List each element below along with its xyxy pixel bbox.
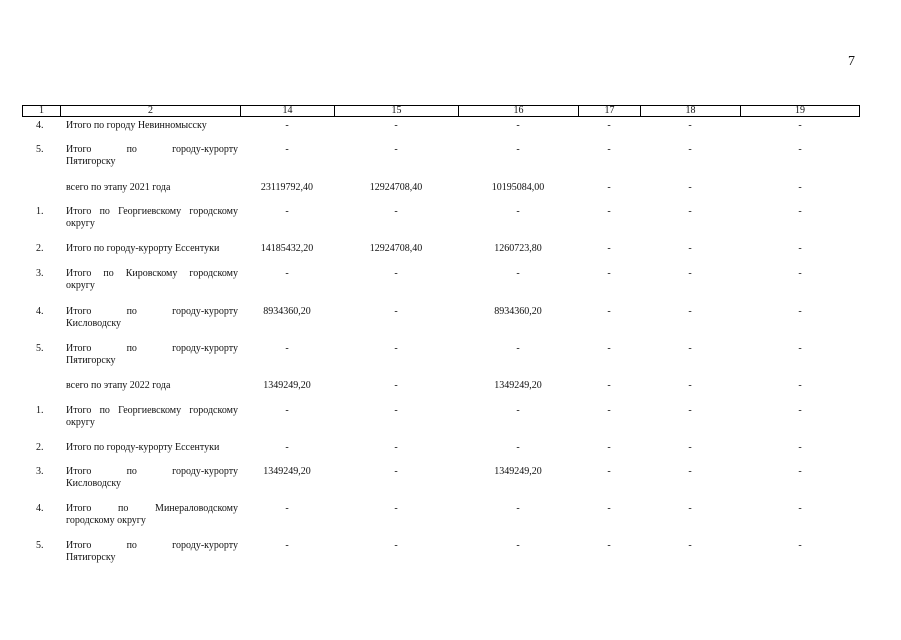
cell-c18: -: [688, 144, 692, 155]
cell-c18: -: [688, 343, 692, 354]
row-name-line: Итого по городу-курорту: [66, 343, 238, 354]
cell-c17: -: [607, 144, 611, 155]
row-name-line: Пятигорску: [66, 552, 116, 563]
cell-c14: -: [285, 206, 289, 217]
cell-c19: -: [798, 343, 802, 354]
cell-c19: -: [798, 306, 802, 317]
cell-c17: -: [607, 343, 611, 354]
cell-c14: -: [285, 268, 289, 279]
cell-c19: -: [798, 120, 802, 131]
cell-c18: -: [688, 442, 692, 453]
cell-c17: -: [607, 268, 611, 279]
cell-c19: -: [798, 540, 802, 551]
row-number: 3.: [36, 268, 44, 279]
cell-c14: -: [285, 120, 289, 131]
row-name-line: Итого по городу-курорту: [66, 466, 238, 477]
cell-c14: 1349249,20: [263, 466, 311, 477]
cell-c15: -: [394, 268, 398, 279]
row-name-line: Итого по городу-курорту: [66, 540, 238, 551]
cell-c19: -: [798, 268, 802, 279]
cell-c19: -: [798, 466, 802, 477]
cell-c17: -: [607, 306, 611, 317]
cell-c16: -: [516, 540, 520, 551]
cell-c17: -: [607, 243, 611, 254]
row-name: [66, 466, 238, 490]
row-number: 5.: [36, 144, 44, 155]
cell-c19: -: [798, 442, 802, 453]
cell-c15: -: [394, 466, 398, 477]
row-name: [66, 343, 238, 367]
row-name-line: всего по этапу 2021 года: [66, 182, 171, 193]
cell-c14: -: [285, 405, 289, 416]
row-name: [66, 243, 238, 255]
row-number: 1.: [36, 405, 44, 416]
header-col-16: 16: [459, 106, 579, 116]
cell-c15: -: [394, 343, 398, 354]
row-name-line: городскому округу: [66, 515, 146, 526]
cell-c17: -: [607, 503, 611, 514]
cell-c14: -: [285, 503, 289, 514]
cell-c18: -: [688, 380, 692, 391]
row-name: [66, 268, 238, 292]
cell-c18: -: [688, 466, 692, 477]
cell-c16: 1260723,80: [494, 243, 542, 254]
row-name: [66, 442, 238, 454]
cell-c15: -: [394, 306, 398, 317]
row-name-line: Итого по городу-курорту Ессентуки: [66, 442, 220, 453]
row-name-line: Итого по Минераловодскому: [66, 503, 238, 514]
cell-c18: -: [688, 120, 692, 131]
row-number: 5.: [36, 343, 44, 354]
cell-c16: -: [516, 144, 520, 155]
cell-c18: -: [688, 243, 692, 254]
cell-c14: -: [285, 343, 289, 354]
cell-c19: -: [798, 380, 802, 391]
cell-c16: -: [516, 120, 520, 131]
cell-c15: 12924708,40: [369, 182, 423, 193]
cell-c17: -: [607, 442, 611, 453]
row-number: 2.: [36, 442, 44, 453]
row-name: [66, 503, 238, 527]
row-name-line: округу: [66, 218, 95, 229]
cell-c16: -: [516, 405, 520, 416]
cell-c16: 1349249,20: [494, 380, 542, 391]
cell-c15: -: [394, 442, 398, 453]
row-name-line: всего по этапу 2022 года: [66, 380, 171, 391]
cell-c19: -: [798, 182, 802, 193]
cell-c16: -: [516, 343, 520, 354]
cell-c16: -: [516, 503, 520, 514]
row-name-line: округу: [66, 417, 95, 428]
cell-c15: -: [394, 144, 398, 155]
row-name-line: Пятигорску: [66, 355, 116, 366]
row-number: 1.: [36, 206, 44, 217]
header-col-15: 15: [335, 106, 459, 116]
cell-c19: -: [798, 405, 802, 416]
cell-c18: -: [688, 503, 692, 514]
row-name-line: Пятигорску: [66, 156, 116, 167]
row-name-line: Кисловодску: [66, 478, 122, 489]
row-number: 2.: [36, 243, 44, 254]
cell-c15: -: [394, 206, 398, 217]
table-header: [22, 105, 860, 117]
cell-c17: -: [607, 120, 611, 131]
row-name-line: Кисловодску: [66, 318, 122, 329]
row-name: [66, 182, 238, 194]
cell-c18: -: [688, 540, 692, 551]
cell-c19: -: [798, 503, 802, 514]
cell-c16: -: [516, 268, 520, 279]
cell-c15: 12924708,40: [369, 243, 423, 254]
cell-c18: -: [688, 268, 692, 279]
cell-c15: -: [394, 503, 398, 514]
cell-c16: -: [516, 442, 520, 453]
cell-c16: -: [516, 206, 520, 217]
row-name-line: Итого по Георгиевскому городскому: [66, 405, 238, 416]
cell-c18: -: [688, 405, 692, 416]
row-name-line: округу: [66, 280, 95, 291]
cell-c17: -: [607, 540, 611, 551]
cell-c14: -: [285, 442, 289, 453]
header-col-1: 1: [23, 106, 61, 116]
row-name-line: Итого по городу-курорту: [66, 306, 238, 317]
cell-c14: 14185432,20: [260, 243, 314, 254]
cell-c19: -: [798, 206, 802, 217]
row-name-line: Итого по городу-курорту Ессентуки: [66, 243, 220, 254]
cell-c17: -: [607, 466, 611, 477]
row-name-line: Итого по Георгиевскому городскому: [66, 206, 238, 217]
cell-c16: 10195084,00: [491, 182, 545, 193]
page-number: 7: [848, 54, 855, 69]
cell-c17: -: [607, 405, 611, 416]
header-col-14: 14: [241, 106, 335, 116]
cell-c18: -: [688, 306, 692, 317]
row-name-line: Итого по Кировскому городскому: [66, 268, 238, 279]
cell-c14: -: [285, 144, 289, 155]
cell-c14: 1349249,20: [263, 380, 311, 391]
row-number: 4.: [36, 120, 44, 131]
header-col-18: 18: [641, 106, 741, 116]
cell-c15: -: [394, 380, 398, 391]
cell-c16: 1349249,20: [494, 466, 542, 477]
cell-c19: -: [798, 243, 802, 254]
cell-c15: -: [394, 405, 398, 416]
row-name: [66, 120, 238, 132]
cell-c17: -: [607, 380, 611, 391]
cell-c19: -: [798, 144, 802, 155]
row-name: [66, 405, 238, 429]
cell-c17: -: [607, 182, 611, 193]
cell-c17: -: [607, 206, 611, 217]
row-name: [66, 380, 238, 392]
cell-c14: -: [285, 540, 289, 551]
cell-c16: 8934360,20: [494, 306, 542, 317]
cell-c14: 8934360,20: [263, 306, 311, 317]
header-col-2: 2: [61, 106, 241, 116]
cell-c18: -: [688, 206, 692, 217]
row-name: [66, 206, 238, 230]
row-number: 4.: [36, 306, 44, 317]
cell-c15: -: [394, 540, 398, 551]
cell-c18: -: [688, 182, 692, 193]
row-name: [66, 306, 238, 330]
row-name: [66, 144, 238, 168]
cell-c14: 23119792,40: [260, 182, 314, 193]
header-col-19: 19: [795, 105, 805, 116]
cell-c15: -: [394, 120, 398, 131]
row-name: [66, 540, 238, 564]
row-number: 4.: [36, 503, 44, 514]
row-name-line: Итого по городу-курорту: [66, 144, 238, 155]
row-number: 5.: [36, 540, 44, 551]
row-name-line: Итого по городу Невинномысску: [66, 120, 207, 131]
header-col-17: 17: [579, 106, 641, 116]
row-number: 3.: [36, 466, 44, 477]
